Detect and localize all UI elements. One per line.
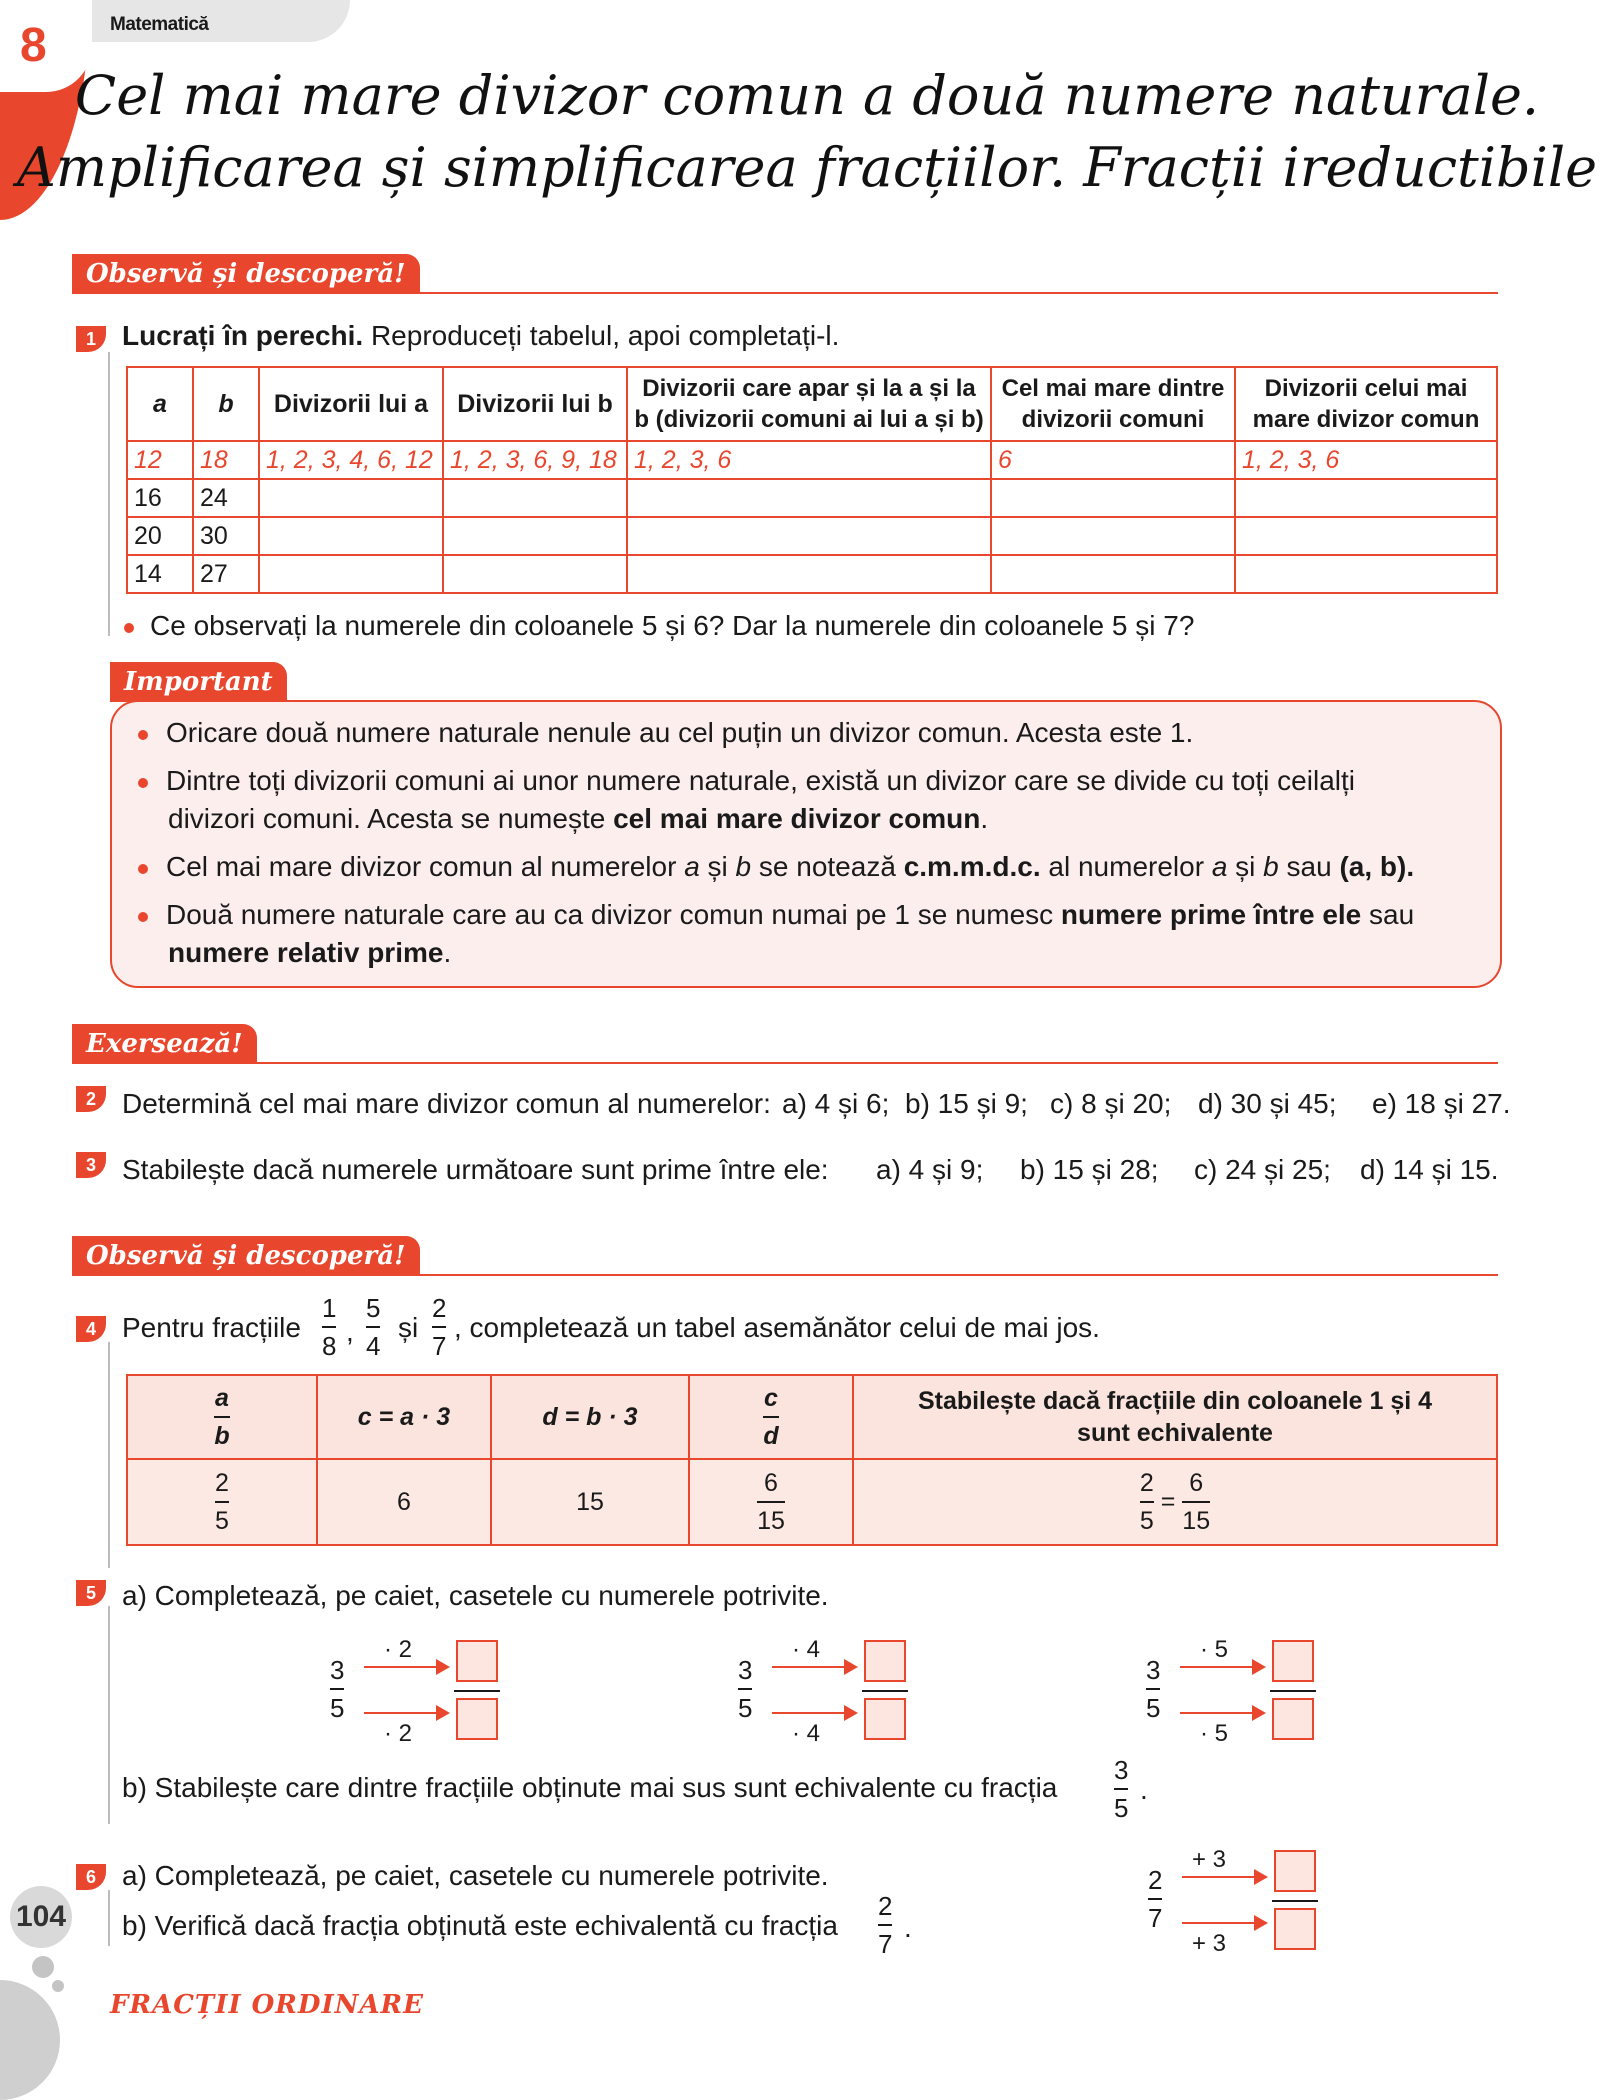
arrow-icon [772, 1712, 856, 1714]
exercise-1-instruction [122, 318, 839, 354]
period: . [1140, 1774, 1148, 1805]
cell: 30 [193, 517, 259, 555]
instruction-text: Reproduceți tabelul, apoi completați-l. [363, 320, 840, 351]
diagram-fraction: $\frac{3}{5}$ [1146, 1655, 1161, 1723]
important-banner [110, 662, 310, 702]
operation-label: + 3 [1192, 1846, 1227, 1873]
col-header-d: d = b · 3 [491, 1375, 689, 1459]
question-text: Ce observați la numerele din coloanele 5 și 6? Dar la numerele din coloanele 5 și 7? [150, 610, 1195, 641]
chapter-number: 8 [20, 19, 47, 72]
exercise-2-text: Determină cel mai mare divizor comun al numerelor: [122, 1088, 771, 1119]
diagram-fraction: $\frac{2}{7}$ [1148, 1865, 1163, 1933]
answer-box[interactable] [1274, 1908, 1316, 1950]
fraction-bar [862, 1690, 908, 1692]
operation-label: · 2 [384, 1636, 413, 1663]
table-row [127, 555, 1497, 593]
lesson-title-line2: Amplificarea și simplificarea fracțiilor. Fracții ireductibile [16, 136, 1598, 199]
exercise-2 [122, 1086, 771, 1122]
operation-label: · 5 [1200, 1636, 1229, 1663]
cell: 1, 2, 3, 4, 6, 12 [259, 441, 443, 479]
col-header-c: c = a · 3 [317, 1375, 491, 1459]
exercise-margin-line [108, 352, 110, 636]
exercise-5a-text: a) Completează, pe caiet, casetele cu numerele potrivite. [122, 1580, 829, 1611]
operation-label: · 4 [792, 1636, 821, 1663]
important-item-cont: numere relativ prime. [168, 937, 452, 968]
important-item: Oricare două numere naturale nenule au cel puțin un divizor comun. Acesta este 1. [138, 714, 1478, 752]
exercise-1-question [124, 608, 1194, 644]
col-header-equivalence: Stabilește dacă fracțiile din coloanele 1 și 4 sunt echivalente [853, 1375, 1497, 1459]
cell: 20 [127, 517, 193, 555]
table-row [127, 1459, 1497, 1545]
important-item: Cel mai mare divizor comun al numerelor a și b se notează c.m.m.d.c. al numerelor a și b sau (a, b). [138, 848, 1478, 886]
arrow-icon [1180, 1666, 1264, 1668]
col-header-a-over-b: $\frac{a}{b}$ [127, 1375, 317, 1459]
decorative-dot [32, 1956, 54, 1978]
banner-rule [72, 292, 1498, 294]
cell: 14 [127, 555, 193, 593]
exercise-3-part: d) 14 și 15. [1360, 1154, 1499, 1185]
cell-fraction: $\frac{6}{15}$ [689, 1459, 853, 1545]
answer-box[interactable] [1272, 1698, 1314, 1740]
col-header-c-over-d: $\frac{c}{d}$ [689, 1375, 853, 1459]
separator: , [346, 1316, 354, 1347]
decorative-corner [0, 1980, 60, 2100]
exercise-3-text: Stabilește dacă numerele următoare sunt prime între ele: [122, 1154, 829, 1185]
arrow-icon [1182, 1922, 1266, 1924]
cell: 24 [193, 479, 259, 517]
exercise-number: 5 [76, 1580, 106, 1606]
cell: 6 [991, 441, 1235, 479]
banner-rule [72, 1274, 1498, 1276]
footer-chapter-name: FRACȚII ORDINARE [110, 1990, 424, 2020]
cell: 1, 2, 3, 6, 9, 18 [443, 441, 627, 479]
table-row [127, 517, 1497, 555]
subject-label: Matematică [110, 14, 209, 35]
exercise-number: 1 [76, 326, 106, 352]
answer-box[interactable] [864, 1698, 906, 1740]
page-number: 104 [15, 1900, 67, 1933]
exercise-4-text: Pentru fracțiile [122, 1312, 301, 1343]
col-header-divisors-b: Divizorii lui b [443, 367, 627, 441]
diagram-fraction: $\frac{3}{5}$ [738, 1655, 753, 1723]
col-header-a: a [127, 367, 193, 441]
exercise-5b-text: b) Stabilește care dintre fracțiile obținute mai sus sunt echivalente cu fracția [122, 1772, 1058, 1803]
col-header-common-divisors: Divizorii care apar și la a și la b (divizorii comuni ai lui a și b) [627, 367, 991, 441]
cell: 6 [317, 1459, 491, 1545]
instruction-bold: Lucrați în perechi. [122, 320, 364, 351]
section-banner-observe [72, 254, 1498, 294]
banner-label: Observă și descoperă! [72, 1236, 420, 1276]
period: . [904, 1912, 912, 1943]
fraction-3-5: $\frac{3}{5}$ [1114, 1755, 1129, 1823]
bullet-icon [138, 912, 148, 922]
diagram-fraction: $\frac{3}{5}$ [330, 1655, 345, 1723]
amplification-table [126, 1374, 1498, 1546]
exercise-number: 3 [76, 1152, 106, 1178]
exercise-number: 6 [76, 1864, 106, 1890]
important-item-cont: divizori comuni. Acesta se numește cel mai mare divizor comun. [168, 803, 989, 834]
fraction-2-7: $\frac{2}{7}$ [432, 1293, 447, 1361]
answer-box[interactable] [864, 1640, 906, 1682]
arrow-icon [772, 1666, 856, 1668]
cell: 18 [193, 441, 259, 479]
important-content [138, 714, 1478, 972]
exercise-3-part: a) 4 și 9; [876, 1154, 984, 1185]
exercise-3-part: b) 15 și 28; [1020, 1154, 1159, 1185]
important-item: Două numere naturale care au ca divizor comun numai pe 1 se numesc numere prime între ele sau [138, 896, 1478, 934]
banner-label: Important [110, 662, 287, 702]
cell: 1, 2, 3, 6 [627, 441, 991, 479]
operation-label: · 4 [792, 1720, 821, 1747]
cell: 12 [127, 441, 193, 479]
separator: și [398, 1312, 419, 1343]
bullet-icon [138, 864, 148, 874]
operation-label: · 2 [384, 1720, 413, 1747]
exercise-margin-line [108, 1606, 110, 1824]
cell-equality: $\frac{2}{5}$ = $\frac{6}{15}$ [853, 1459, 1497, 1545]
fraction-bar [454, 1690, 500, 1692]
banner-label: Exersează! [72, 1024, 257, 1064]
answer-box[interactable] [1272, 1640, 1314, 1682]
exercise-number: 2 [76, 1086, 106, 1112]
col-header-gcd: Cel mai mare dintre divizorii comuni [991, 367, 1235, 441]
cell: 16 [127, 479, 193, 517]
important-item: Dintre toți divizorii comuni ai unor numere naturale, există un divizor care se divide cu toți ceilalți [138, 762, 1478, 800]
exercise-margin-line [108, 1890, 110, 1946]
operation-label: · 5 [1200, 1720, 1229, 1747]
table-row [127, 479, 1497, 517]
table-row-example [127, 441, 1497, 479]
cell: 27 [193, 555, 259, 593]
cell: 15 [491, 1459, 689, 1545]
fraction-2-7: $\frac{2}{7}$ [878, 1891, 893, 1959]
arrow-icon [364, 1666, 448, 1668]
bullet-icon [124, 623, 134, 633]
section-banner-practice [72, 1024, 1498, 1064]
cell: 1, 2, 3, 6 [1235, 441, 1497, 479]
exercise-number: 4 [76, 1316, 106, 1342]
exercise-3-part: c) 24 și 25; [1194, 1154, 1331, 1185]
exercise-margin-line [108, 1342, 110, 1568]
arrow-icon [364, 1712, 448, 1714]
exercise-2-part: a) 4 și 6; [782, 1088, 890, 1119]
col-header-gcd-divisors: Divizorii celui mai mare divizor comun [1235, 367, 1497, 441]
section-banner-observe-2 [72, 1236, 1498, 1276]
bullet-icon [138, 778, 148, 788]
exercise-2-part: b) 15 și 9; [905, 1088, 1028, 1119]
banner-rule [72, 1062, 1498, 1064]
col-header-divisors-a: Divizorii lui a [259, 367, 443, 441]
cell-fraction: $\frac{2}{5}$ [127, 1459, 317, 1545]
fraction-bar [1272, 1900, 1318, 1902]
fraction-5-4: $\frac{5}{4}$ [366, 1293, 381, 1361]
fraction-bar [1270, 1690, 1316, 1692]
exercise-6a-text: a) Completează, pe caiet, casetele cu numerele potrivite. [122, 1860, 829, 1891]
answer-box[interactable] [456, 1640, 498, 1682]
exercise-2-part: e) 18 și 27. [1372, 1088, 1511, 1119]
answer-box[interactable] [456, 1698, 498, 1740]
operation-label: + 3 [1192, 1930, 1227, 1957]
divisors-table [126, 366, 1498, 594]
exercise-2-part: d) 30 și 45; [1198, 1088, 1337, 1119]
arrow-icon [1182, 1876, 1266, 1878]
decorative-dot [52, 1980, 64, 1992]
col-header-b: b [193, 367, 259, 441]
exercise-6b-text: b) Verifică dacă fracția obținută este echivalentă cu fracția [122, 1910, 838, 1941]
exercise-2-part: c) 8 și 20; [1050, 1088, 1172, 1119]
bullet-icon [138, 730, 148, 740]
fraction-1-8: $\frac{1}{8}$ [322, 1293, 337, 1361]
arrow-icon [1180, 1712, 1264, 1714]
answer-box[interactable] [1274, 1850, 1316, 1892]
lesson-title-line1: Cel mai mare divizor comun a două numere naturale. [74, 64, 1540, 127]
exercise-4-text-2: , completează un tabel asemănător celui de mai jos. [454, 1312, 1100, 1343]
banner-label: Observă și descoperă! [72, 254, 420, 294]
